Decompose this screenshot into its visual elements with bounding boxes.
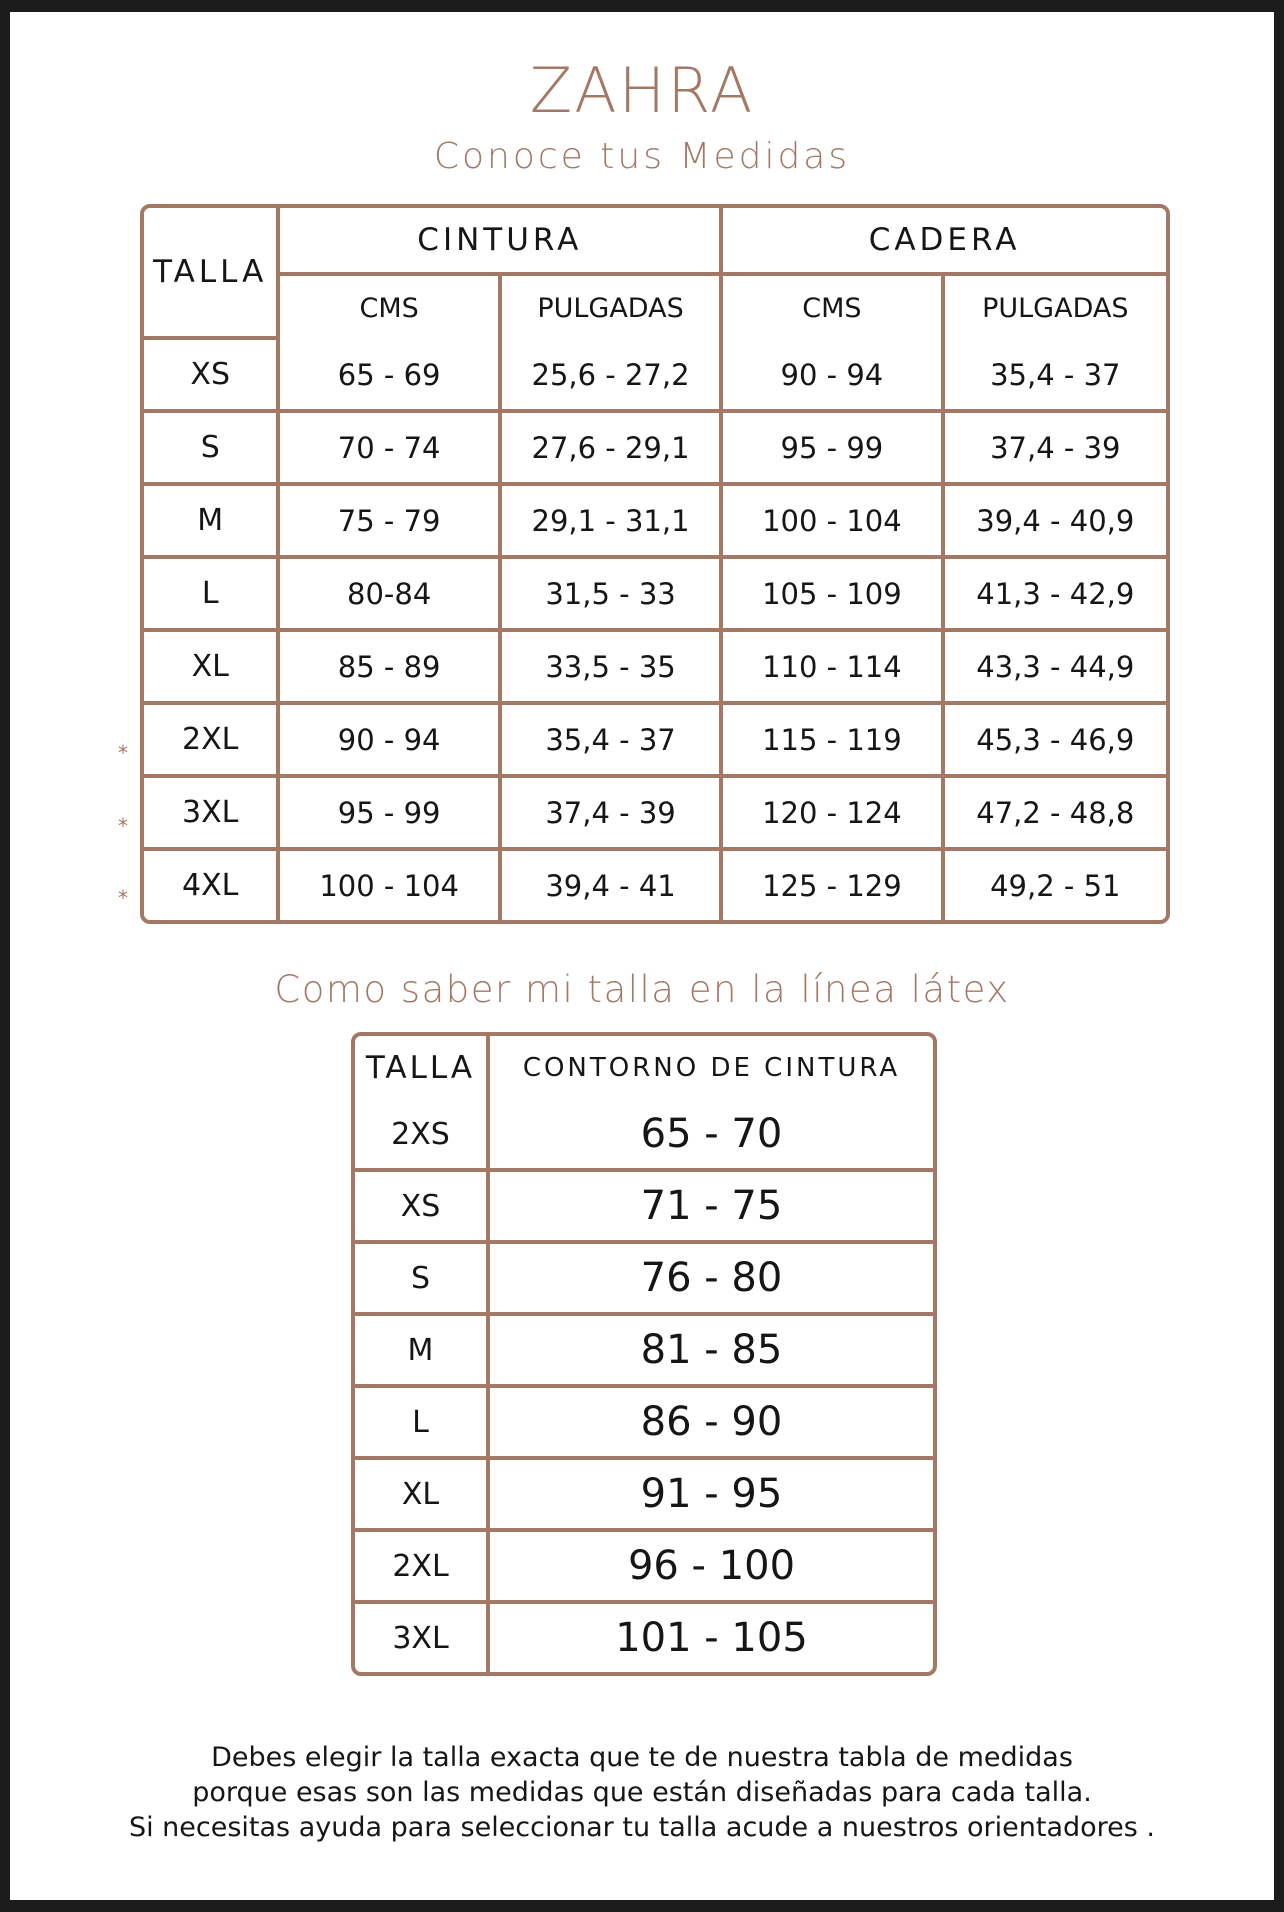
table-row (355, 1388, 933, 1460)
note-line: Debes elegir la talla exacta que te de nuestra tabla de medidas (211, 1742, 1073, 1773)
waist-in-cell: 33,5 - 35 (502, 632, 723, 705)
table-row (144, 486, 1166, 559)
waist-in-header: PULGADAS (502, 276, 723, 340)
size-cell: XL (144, 632, 280, 705)
hip-cm-cell: 95 - 99 (723, 413, 944, 486)
waist-group-header: CINTURA (280, 208, 723, 276)
size-cell: M (144, 486, 280, 559)
size-cell: M (355, 1316, 490, 1388)
table-row (144, 413, 1166, 486)
latex-size-table (351, 1032, 937, 1676)
waist-cell: 91 - 95 (490, 1460, 933, 1532)
waist-in-cell: 27,6 - 29,1 (502, 413, 723, 486)
table-row (355, 1460, 933, 1532)
hip-in-cell: 43,3 - 44,9 (945, 632, 1166, 705)
note-line: Si necesitas ayuda para seleccionar tu talla acude a nuestros orientadores . (128, 1812, 1156, 1843)
size-guide-page (10, 12, 1274, 1900)
asterisk-icon: * (118, 814, 128, 838)
waist-in-cell: 35,4 - 37 (502, 705, 723, 778)
size-cell: 2XS (355, 1100, 490, 1172)
table-row (144, 340, 1166, 413)
table-row (355, 1244, 933, 1316)
size-chart-table (140, 204, 1170, 924)
waist-cm-cell: 65 - 69 (280, 340, 501, 413)
hip-group-header: CADERA (723, 208, 1166, 276)
hip-in-cell: 47,2 - 48,8 (945, 778, 1166, 851)
waist-cell: 81 - 85 (490, 1316, 933, 1388)
waist-cell: 101 - 105 (615, 1615, 808, 1661)
note-line: porque esas son las medidas que están diseñadas para cada talla. (192, 1777, 1092, 1808)
size-cell: 2XL (144, 705, 280, 778)
hip-in-cell: 45,3 - 46,9 (945, 705, 1166, 778)
brand-logo: ZAHRA (529, 54, 755, 127)
waist-cm-cell: 95 - 99 (280, 778, 501, 851)
hip-cm-cell: 115 - 119 (723, 705, 944, 778)
hip-in-cell: 37,4 - 39 (945, 413, 1166, 486)
waist-cell: 65 - 70 (490, 1100, 933, 1172)
hip-in-cell: 41,3 - 42,9 (945, 559, 1166, 632)
hip-cm-cell: 90 - 94 (723, 340, 944, 413)
size-advice-note (10, 1740, 1274, 1845)
size-cell: S (355, 1244, 490, 1316)
hip-in-cell: 49,2 - 51 (990, 868, 1121, 903)
table-row (355, 1532, 933, 1604)
size-cell: 4XL (144, 851, 280, 920)
hip-in-cell: 35,4 - 37 (945, 340, 1166, 413)
waist-cm-cell: 70 - 74 (280, 413, 501, 486)
asterisk-icon: * (118, 741, 128, 765)
size-cell: 3XL (355, 1604, 490, 1672)
hip-cm-cell: 110 - 114 (723, 632, 944, 705)
table-row (144, 559, 1166, 632)
waist-in-cell: 25,6 - 27,2 (502, 340, 723, 413)
table-row (355, 1172, 933, 1244)
table-row (144, 705, 1166, 778)
table-row (144, 632, 1166, 705)
waist-cm-cell: 90 - 94 (280, 705, 501, 778)
table-row (355, 1604, 933, 1672)
hip-cm-header: CMS (723, 276, 944, 340)
latex-size-header: TALLA (355, 1036, 490, 1100)
hip-cm-cell: 125 - 129 (723, 851, 944, 920)
size-cell: L (355, 1388, 490, 1460)
hip-cm-cell: 105 - 109 (723, 559, 944, 632)
waist-cm-cell: 100 - 104 (280, 851, 501, 920)
asterisk-icon: * (118, 886, 128, 910)
latex-section-title: Como saber mi talla en la línea látex (274, 968, 1010, 1011)
size-cell: XS (144, 340, 280, 413)
table-row (144, 778, 1166, 851)
size-column-header: TALLA (144, 208, 280, 340)
size-cell: L (144, 559, 280, 632)
size-cell: XL (355, 1460, 490, 1532)
waist-cell: 76 - 80 (490, 1244, 933, 1316)
waist-cm-cell: 80-84 (280, 559, 501, 632)
waist-cell: 71 - 75 (490, 1172, 933, 1244)
latex-waist-header: CONTORNO DE CINTURA (522, 1053, 901, 1083)
hip-cm-cell: 120 - 124 (723, 778, 944, 851)
waist-in-cell: 37,4 - 39 (502, 778, 723, 851)
table-row (355, 1316, 933, 1388)
waist-cm-cell: 75 - 79 (280, 486, 501, 559)
waist-cm-cell: 85 - 89 (280, 632, 501, 705)
waist-cell: 86 - 90 (490, 1388, 933, 1460)
hip-in-header: PULGADAS (982, 292, 1129, 324)
hip-cm-cell: 100 - 104 (723, 486, 944, 559)
size-cell: 3XL (144, 778, 280, 851)
size-cell: XS (355, 1172, 490, 1244)
size-cell: S (144, 413, 280, 486)
waist-cm-header: CMS (280, 276, 501, 340)
page-subtitle: Conoce tus Medidas (433, 136, 851, 177)
waist-in-cell: 29,1 - 31,1 (502, 486, 723, 559)
table-row (144, 851, 1166, 920)
hip-in-cell: 39,4 - 40,9 (945, 486, 1166, 559)
waist-in-cell: 31,5 - 33 (502, 559, 723, 632)
table-row (355, 1100, 933, 1172)
waist-in-cell: 39,4 - 41 (502, 851, 723, 920)
size-cell: 2XL (355, 1532, 490, 1604)
waist-cell: 96 - 100 (490, 1532, 933, 1604)
